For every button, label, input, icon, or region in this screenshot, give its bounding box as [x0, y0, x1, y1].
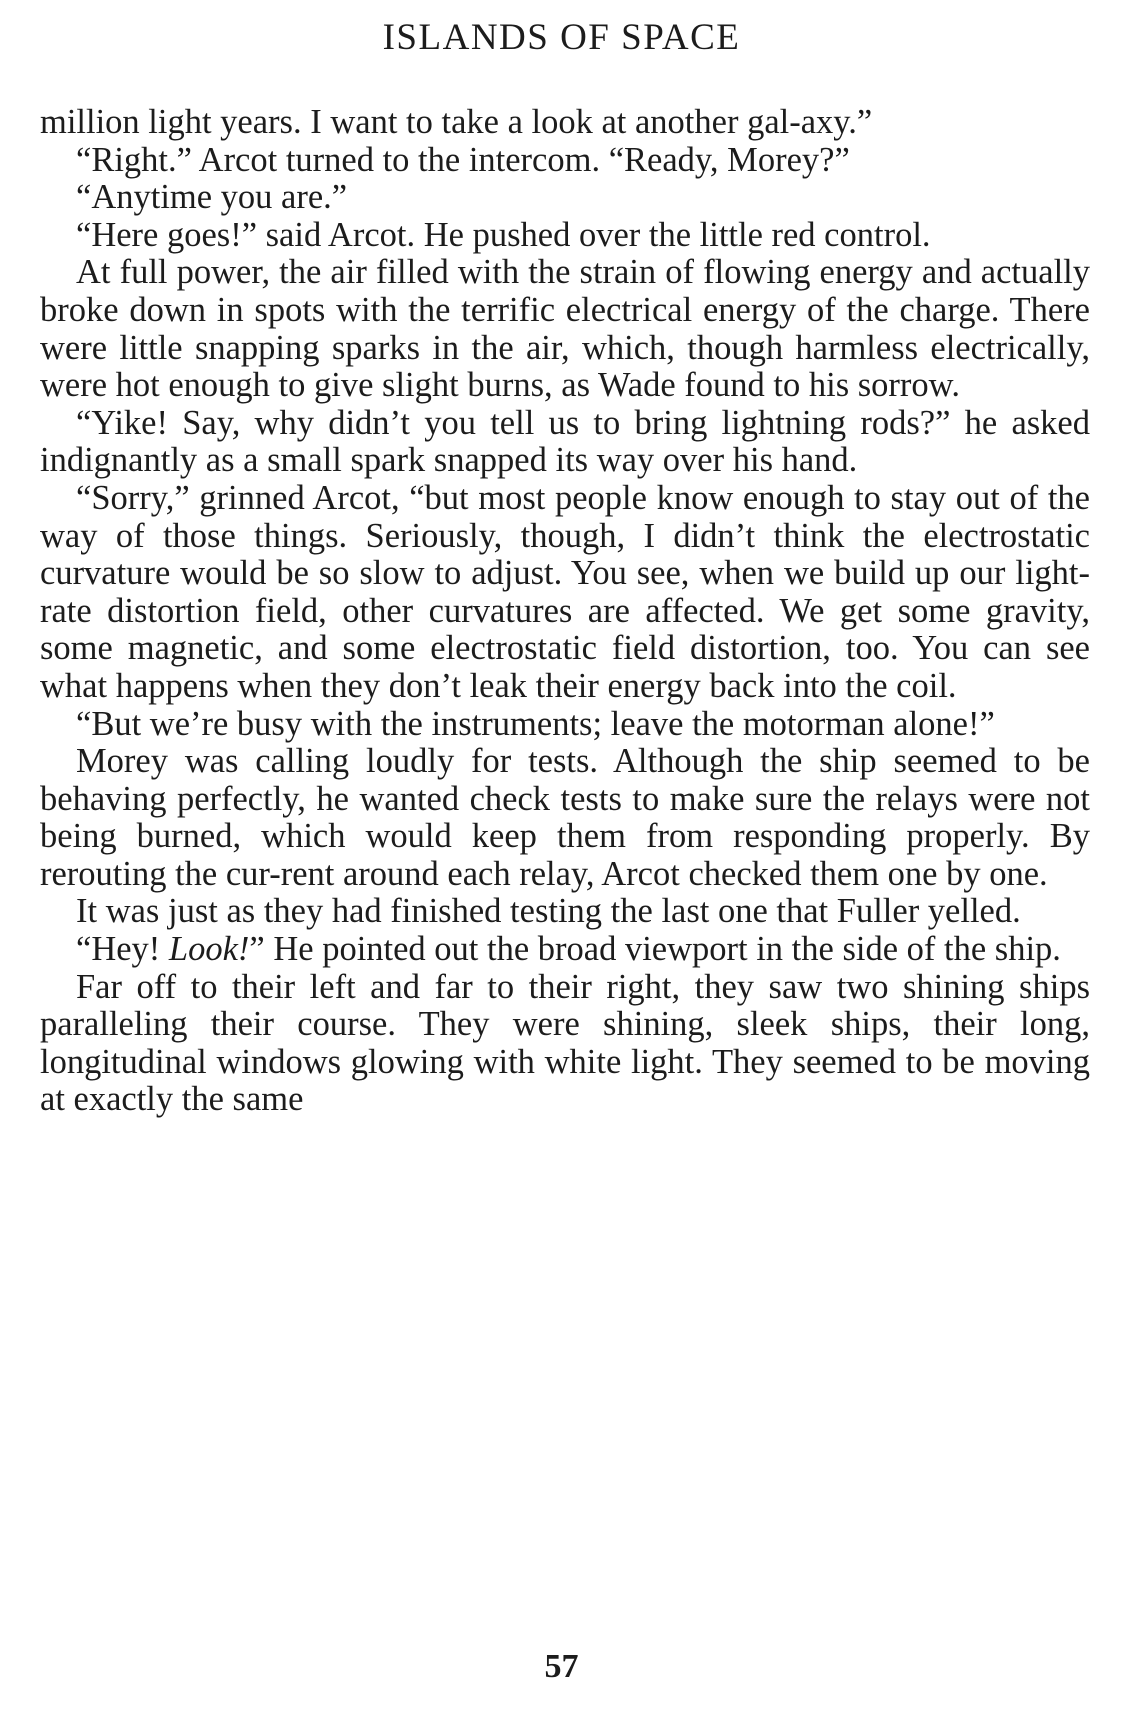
- paragraph: [40, 254, 1090, 404]
- paragraph-text: “Here goes!” said Arcot. He pushed over the little red control.: [76, 215, 931, 254]
- paragraph-text: “Sorry,” grinned Arcot, “but most people know enough to stay out of the way of those things. Seriously, though, I didn’t think the electrostatic curvature would be so slow to adjust. You see, when we build up our light-rate distortion field, other curvatures are affected. We get some gravity, some magnetic, and some electrostatic field distortion, too. You can see what happens when they don’t leak their energy back into the coil.: [40, 478, 1090, 705]
- paragraph: [40, 217, 1090, 255]
- paragraph-text: Morey was calling loudly for tests. Although the ship seemed to be behaving perfectly, he wanted check tests to make sure the relays were not being burned, which would keep them from responding properly. By rerouting the cur-rent around each relay, Arcot checked them one by one.: [40, 742, 1090, 893]
- paragraph-text: It was just as they had finished testing the last one that Fuller yelled.: [76, 892, 1021, 931]
- paragraph-text: million light years. I want to take a look at another gal-axy.”: [40, 103, 873, 141]
- paragraph-text: Far off to their left and far to their right, they saw two shining ships paralleling their course. They were shining, sleek ships, their long, longitudinal windows glowing with white light. They seemed to be moving at exactly the same: [40, 967, 1090, 1119]
- paragraph-text: “Anytime you are.”: [76, 178, 348, 217]
- paragraph-text: At full power, the air filled with the strain of flowing energy and actually broke down in spots with the terrific electrical energy of the charge. There were little snapping sparks in the air, which, though harmless electrically, were hot enough to give slight burns, as Wade found to his sorrow.: [40, 253, 1090, 405]
- paragraph: [40, 480, 1090, 706]
- paragraph-text: “But we’re busy with the instruments; leave the motorman alone!”: [76, 704, 995, 743]
- italic-text: Look!: [168, 930, 250, 969]
- paragraph: [40, 142, 1090, 180]
- paragraph-text: ” He pointed out the broad viewport in the side of the ship.: [249, 930, 1061, 969]
- paragraph: [40, 743, 1090, 893]
- paragraph: [40, 179, 1090, 217]
- page-number: 57: [544, 1648, 579, 1685]
- paragraph-text: “Hey!: [76, 930, 169, 969]
- paragraph-text: “Right.” Arcot turned to the intercom. “Ready, Morey?”: [76, 140, 850, 179]
- running-head: ISLANDS OF SPACE: [382, 17, 741, 58]
- paragraph: [40, 893, 1090, 931]
- paragraph: [40, 969, 1090, 1119]
- body-text: [40, 104, 1090, 1119]
- paragraph: [40, 706, 1090, 744]
- paragraph-text: “Yike! Say, why didn’t you tell us to bring lightning rods?” he asked indignantly as a small spark snapped its way over his hand.: [40, 403, 1090, 480]
- paragraph: [40, 104, 1090, 142]
- paragraph: [40, 931, 1090, 969]
- paragraph: [40, 405, 1090, 480]
